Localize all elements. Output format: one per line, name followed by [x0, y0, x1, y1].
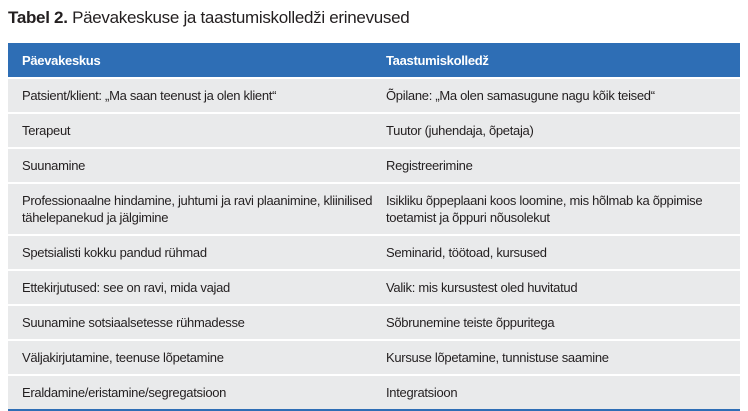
table-cell: Tuutor (juhendaja, õpetaja) — [386, 113, 740, 148]
table-cell: Valik: mis kursustest oled huvitatud — [386, 270, 740, 305]
table-row — [8, 375, 740, 410]
table-cell: Spetsialisti kokku pandud rühmad — [8, 235, 386, 270]
table-cell: Õpilane: „Ma olen samasugune nagu kõik teised“ — [386, 78, 740, 113]
table-cell: Integratsioon — [386, 375, 740, 410]
table-row — [8, 340, 740, 375]
header-recovery-college: Taastumiskolledž — [386, 43, 740, 78]
table-row — [8, 235, 740, 270]
table-row — [8, 183, 740, 235]
table-cell: Registreerimine — [386, 148, 740, 183]
table-cell: Sõbrunemine teiste õppuritega — [386, 305, 740, 340]
table-cell: Professionaalne hindamine, juhtumi ja ravi plaanimine, kliinilised tähelepanekud ja jälgimine — [8, 183, 386, 235]
table-row — [8, 305, 740, 340]
table-cell: Isikliku õppeplaani koos loomine, mis hõlmab ka õppimise toetamist ja õppuri nõusolekut — [386, 183, 740, 235]
table-cell: Kursuse lõpetamine, tunnistuse saamine — [386, 340, 740, 375]
table-cell: Väljakirjutamine, teenuse lõpetamine — [8, 340, 386, 375]
table-cell: Seminarid, töötoad, kursused — [386, 235, 740, 270]
table-row — [8, 113, 740, 148]
table-row — [8, 148, 740, 183]
comparison-table-wrapper — [8, 43, 740, 411]
table-row — [8, 78, 740, 113]
table-cell: Terapeut — [8, 113, 386, 148]
comparison-table — [8, 43, 740, 411]
table-cell: Ettekirjutused: see on ravi, mida vajad — [8, 270, 386, 305]
table-cell: Patsient/klient: „Ma saan teenust ja olen klient“ — [8, 78, 386, 113]
table-cell: Suunamine — [8, 148, 386, 183]
header-day-center: Päevakeskus — [8, 43, 386, 78]
table-caption — [8, 6, 409, 30]
table-row — [8, 270, 740, 305]
table-cell: Suunamine sotsiaalsetesse rühmadesse — [8, 305, 386, 340]
caption-text: Päevakeskuse ja taastumiskolledži erinevused — [67, 8, 410, 27]
table-cell: Eraldamine/eristamine/segregatsioon — [8, 375, 386, 410]
table-header-row — [8, 43, 740, 78]
caption-label: Tabel 2. — [8, 8, 68, 27]
